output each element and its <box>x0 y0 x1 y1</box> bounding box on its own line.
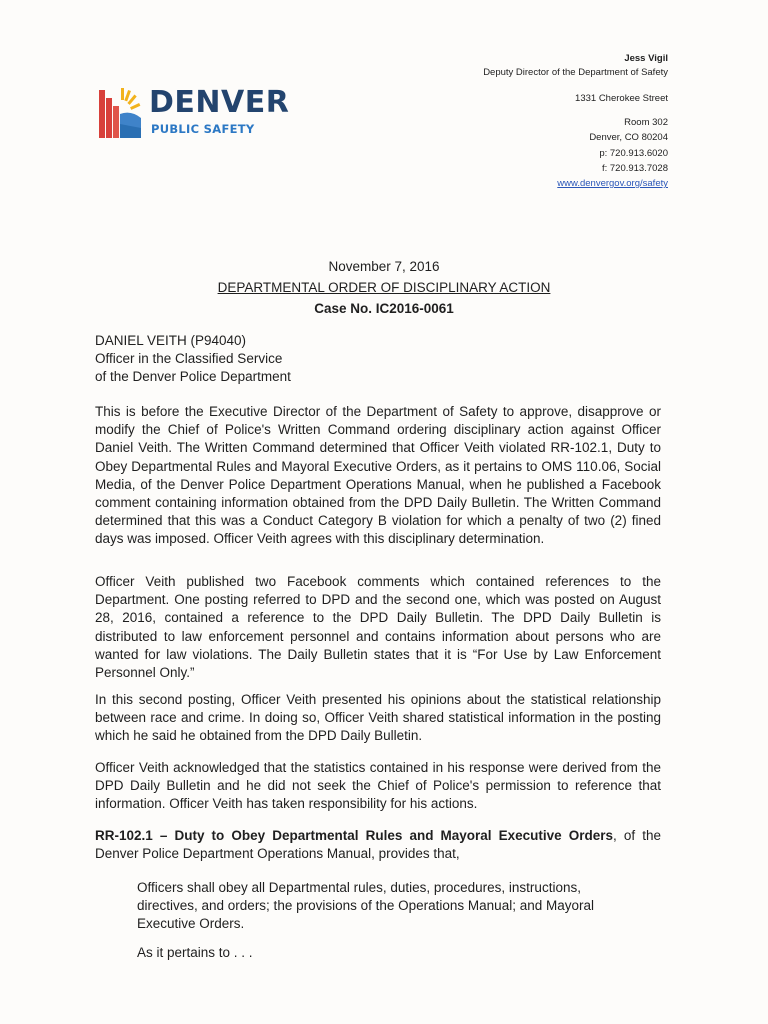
city-logo-icon <box>97 84 143 140</box>
sender-room: Room 302 <box>624 117 668 128</box>
logo-subtitle: PUBLIC SAFETY <box>151 122 255 136</box>
order-title: DEPARTMENTAL ORDER OF DISCIPLINARY ACTION <box>217 280 551 295</box>
paragraph-4: Officer Veith acknowledged that the statistics contained in his response were derived from the DPD Daily Bulletin and he did not seek the Chief of Police's permission to reference that information. Officer Veith has taken responsibility for his actions. <box>95 760 661 812</box>
sender-name: Jess Vigil <box>624 53 668 64</box>
addressee-role: Officer in the Classified Service <box>95 351 283 366</box>
quoted-rule: Officers shall obey all Departmental rules, duties, procedures, instructions, directives, and orders; the provisions of the Operations Manual; and Mayoral Executive Orders. <box>137 880 594 932</box>
denver-public-safety-logo <box>97 84 297 140</box>
addressee-department: of the Denver Police Department <box>95 369 291 384</box>
paragraph-1: This is before the Executive Director of the Department of Safety to approve, disapprove or modify the Chief of Police's Written Command ordering disciplinary action against Officer Daniel Veith. The Written Command determined that Officer Veith violated RR-102.1, Duty to Obey Departmental Rules and Mayoral Executive Orders, as it pertains to OMS 110.06, Social Media, of the Denver Police Department Operations Manual, when he published a Facebook comment containing information obtained from the DPD Daily Bulletin. The Written Command determined that this was a Conduct Category B violation for which a penalty of two (2) fined days was imposed. Officer Veith agrees with this disciplinary determination. <box>95 404 661 547</box>
paragraph-3: In this second posting, Officer Veith presented his opinions about the statistical relationship between race and crime. In doing so, Officer Veith shared statistical information in the posting which he said he obtained from the DPD Daily Bulletin. <box>95 692 661 744</box>
case-number: Case No. IC2016-0061 <box>314 301 454 316</box>
rule-reference: RR-102.1 – Duty to Obey Departmental Rules and Mayoral Executive Orders <box>95 828 614 843</box>
sender-city: Denver, CO 80204 <box>589 132 668 143</box>
website-link[interactable]: www.denvergov.org/safety <box>557 178 668 189</box>
sender-phone: p: 720.913.6020 <box>599 148 668 159</box>
logo-wordmark: DENVER <box>149 85 290 120</box>
paragraph-2: Officer Veith published two Facebook comments which contained references to the Department. One posting referred to DPD and the second one, which was posted on August 28, 2016, contained a reference to the DPD Daily Bulletin. The DPD Daily Bulletin is distributed to law enforcement personnel and contains information about persons who are wanted for law violations. The Daily Bulletin states that it is “For Use by Law Enforcement Personnel Only.” <box>95 574 661 681</box>
sender-fax: f: 720.913.7028 <box>601 163 668 174</box>
addressee-name: DANIEL VEITH (P94040) <box>95 333 247 348</box>
sender-street: 1331 Cherokee Street <box>575 93 668 104</box>
paragraph-5 <box>95 827 661 863</box>
sender-title: Deputy Director of the Department of Safety <box>483 67 668 78</box>
quoted-continuation: As it pertains to . . . <box>137 945 253 960</box>
letter-date: November 7, 2016 <box>328 259 440 274</box>
rule-reference-rest: , of the Denver Police Department Operations Manual, provides that, <box>95 828 661 862</box>
